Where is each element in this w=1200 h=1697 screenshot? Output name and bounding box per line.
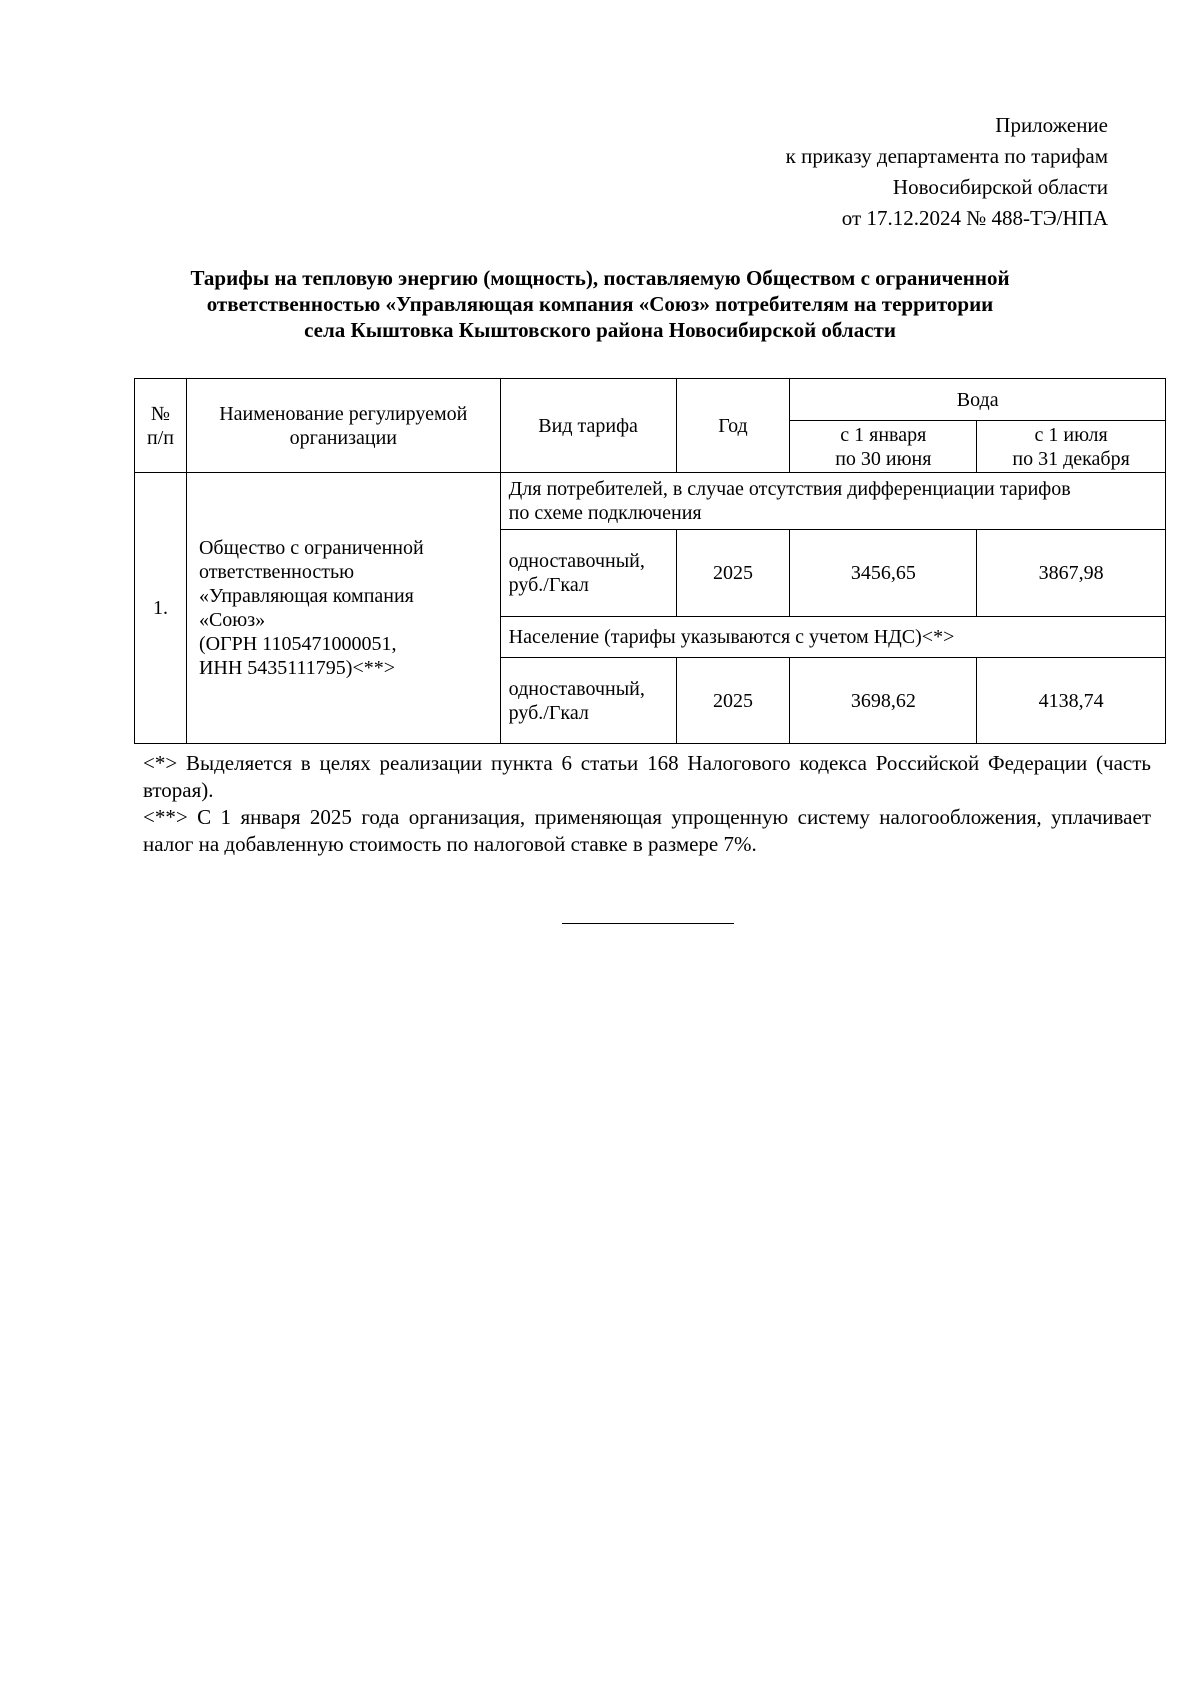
organization-line: ИНН 5435111795)<**> xyxy=(198,657,396,679)
period-1-value: 3456,65 xyxy=(790,530,977,617)
tariff-type-line: одноставочный, xyxy=(508,550,645,572)
section-caption xyxy=(500,473,1165,530)
period-1-value: 3698,62 xyxy=(790,658,977,744)
header-period-line: по 31 декабря xyxy=(1012,447,1130,470)
year-cell: 2025 xyxy=(676,530,790,617)
tariff-type-cell xyxy=(500,658,676,744)
organization-name xyxy=(186,473,500,744)
year-cell: 2025 xyxy=(676,658,790,744)
appendix-line: к приказу департамента по тарифам xyxy=(785,144,1108,168)
tariff-unit-line: руб./Гкал xyxy=(508,701,589,724)
organization-line: (ОГРН 1105471000051, xyxy=(198,633,397,655)
tariff-unit-line: руб./Гкал xyxy=(508,574,589,596)
section-caption-line: Для потребителей, в случае отсутствия дифференциации тарифов xyxy=(508,478,1071,500)
footnotes xyxy=(143,750,1151,858)
period-2-value: 3867,98 xyxy=(977,530,1166,617)
header-water: Вода xyxy=(790,379,1166,421)
header-year: Год xyxy=(676,379,790,473)
appendix-line: Приложение xyxy=(995,113,1108,137)
header-organization-line: Наименование регулируемой xyxy=(219,402,468,425)
organization-line: Общество с ограниченной xyxy=(198,537,424,559)
title-line: ответственностью «Управляющая компания «Союз» потребителям на территории xyxy=(206,292,994,316)
organization-line: «Союз» xyxy=(198,609,266,631)
document-title xyxy=(140,265,1060,343)
section-caption-row xyxy=(135,473,1166,530)
row-number: 1. xyxy=(135,473,187,744)
header-tariff-type: Вид тарифа xyxy=(500,379,676,473)
section-caption-line: по схеме подключения xyxy=(508,502,702,524)
footnote-vat: <*> Выделяется в целях реализации пункта 6 статьи 168 Налогового кодекса Российской Федерации (часть вторая). xyxy=(143,751,1151,802)
appendix-line: Новосибирской области xyxy=(892,175,1108,199)
organization-line: ответственностью xyxy=(198,561,355,583)
appendix-header xyxy=(786,110,1108,234)
header-organization xyxy=(186,379,500,473)
organization-line: «Управляющая компания xyxy=(198,585,414,607)
title-line: села Кыштовка Кыштовского района Новосибирской области xyxy=(304,318,896,342)
header-period-2 xyxy=(977,421,1166,473)
tariff-type-cell xyxy=(500,530,676,617)
footnote-tax-system: <**> С 1 января 2025 года организация, применяющая упрощенную систему налогообложения, уплачивает налог на добавленную стоимость по налоговой ставке в размере 7%. xyxy=(143,805,1151,856)
header-row xyxy=(135,379,1166,421)
period-2-value: 4138,74 xyxy=(977,658,1166,744)
header-period-line: с 1 июля xyxy=(1034,423,1108,446)
title-line: Тарифы на тепловую энергию (мощность), поставляемую Обществом с ограниченной xyxy=(190,266,1010,290)
header-number-line: № xyxy=(150,402,171,425)
end-rule-divider xyxy=(562,923,734,924)
header-period-1 xyxy=(790,421,977,473)
header-number-line: п/п xyxy=(146,426,174,449)
tariff-table xyxy=(134,378,1166,744)
appendix-date-number: от 17.12.2024 № 488-ТЭ/НПА xyxy=(841,206,1108,230)
header-period-line: с 1 января xyxy=(840,423,927,446)
header-number xyxy=(135,379,187,473)
header-period-line: по 30 июня xyxy=(835,447,932,470)
tariff-type-line: одноставочный, xyxy=(508,677,645,700)
section-caption: Население (тарифы указываются с учетом НДС)<*> xyxy=(500,617,1165,658)
header-organization-line: организации xyxy=(289,426,397,449)
